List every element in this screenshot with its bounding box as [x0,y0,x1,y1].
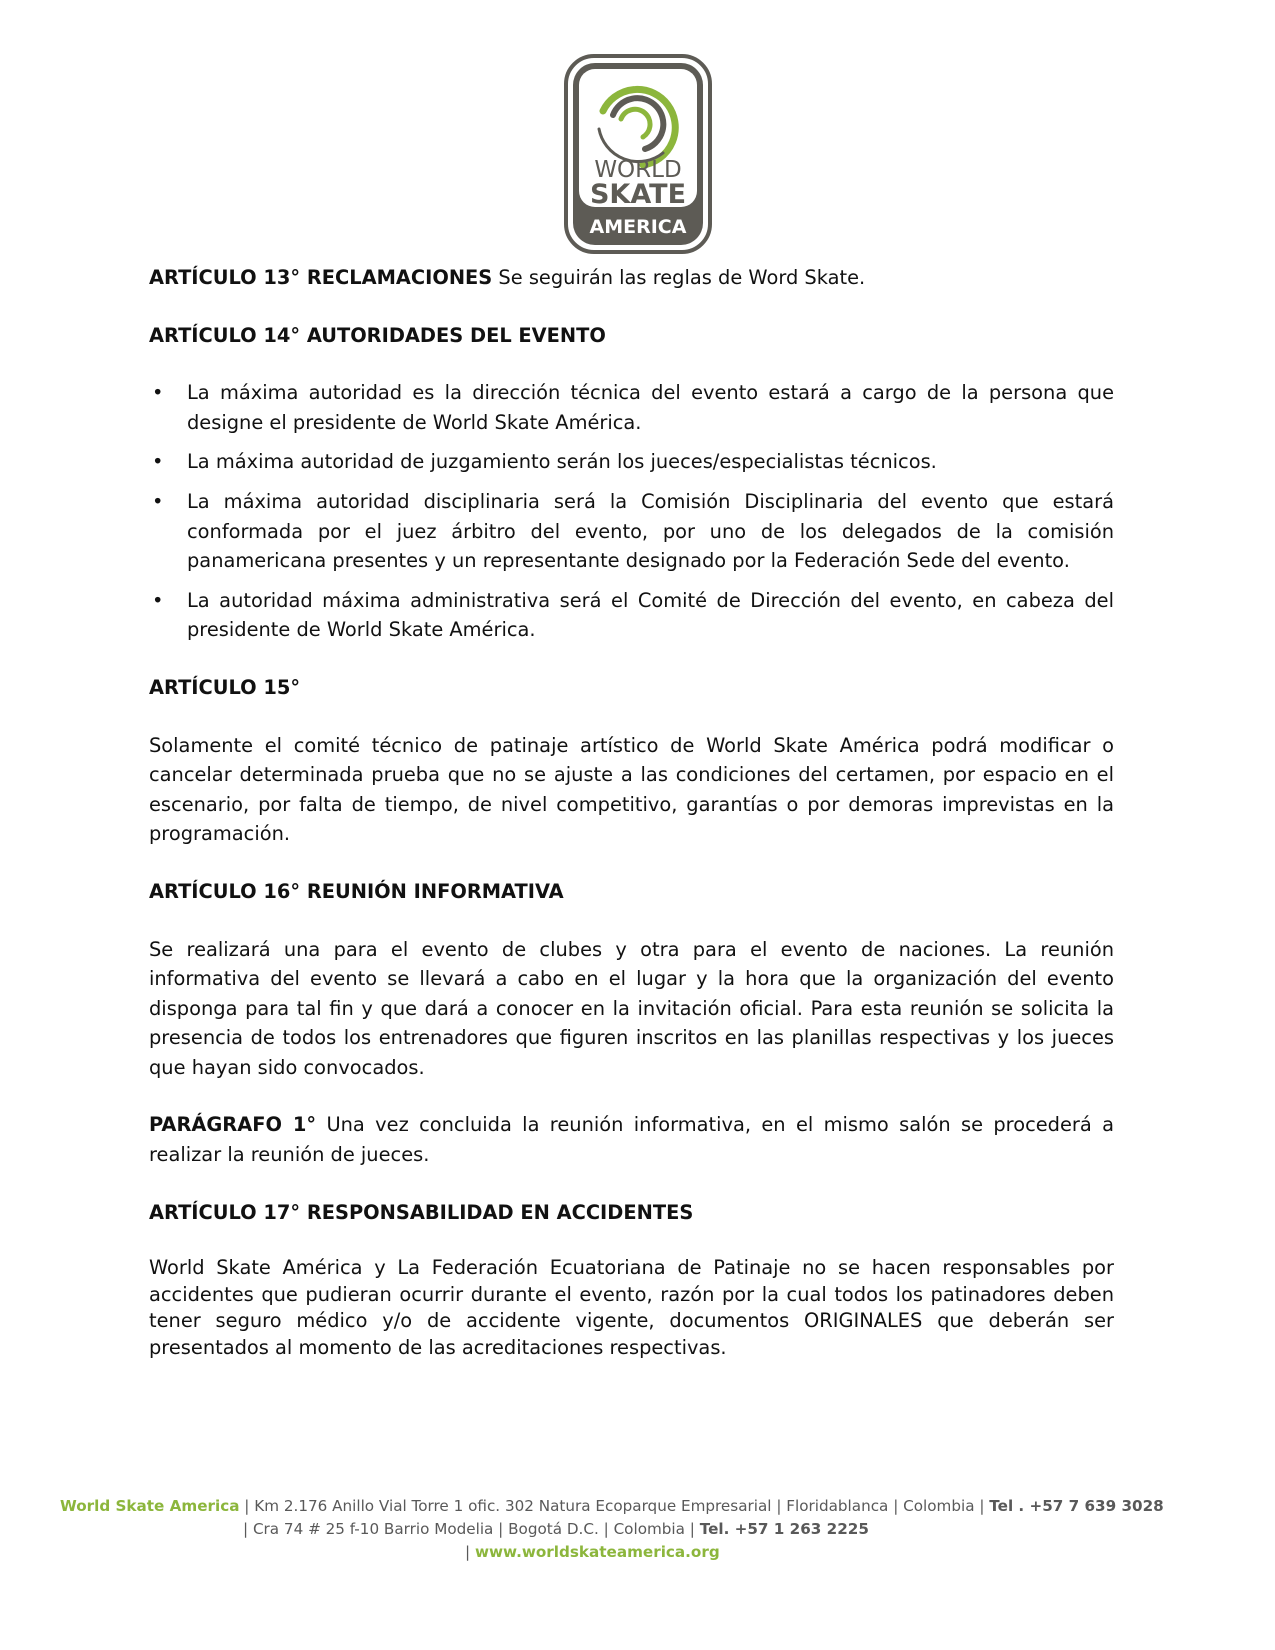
svg-text:WORLD: WORLD [594,157,682,183]
article-16-text: Se realizará una para el evento de clubes y otra para el evento de naciones. La reunión informativa del evento se llevará a cabo en el lugar y la hora que la organización del evento disponga para tal fin y que dará a conocer en la invitación oficial. Para esta reunión se solicita la presencia de todos los entrenadores que figuren inscritos en las planillas respectivas y los jueces que hayan sido convocados. [149,937,1114,1079]
world-skate-america-logo [563,53,713,255]
article-14-list [149,378,1114,645]
paragraph-1-text: Una vez concluida la reunión informativa, en el mismo salón se procederá a realizar la reunión de jueces. [149,1113,1114,1167]
article-14-heading: ARTÍCULO 14° AUTORIDADES DEL EVENTO [149,323,606,347]
footer-phone-1: Tel . +57 7 639 3028 [989,1497,1164,1515]
article-13-text: Se seguirán las reglas de Word Skate. [492,266,866,289]
footer-line-2 [243,1518,869,1542]
document-body [149,263,1114,1361]
article-15-text: Solamente el comité técnico de patinaje artístico de World Skate América podrá modificar o cancelar determinada prueba que no se ajuste a las condiciones del certamen, por espacio en el escenario, por falta de tiempo, de nivel competitivo, garantías o por demoras imprevistas en la programación. [149,733,1114,846]
paragraph-1-heading: PARÁGRAFO 1° [149,1113,317,1137]
footer-line-3 [465,1541,720,1565]
article-13-heading: ARTÍCULO 13° RECLAMACIONES [149,266,493,289]
footer-separator: | [465,1543,475,1561]
bullet-icon: • [152,489,164,513]
logo-graphic [563,53,713,255]
bullet-icon: • [152,381,164,405]
footer-address-2: | Cra 74 # 25 f-10 Barrio Modelia | Bogotá D.C. | Colombia | [243,1520,700,1538]
paragraph-1 [149,1110,1114,1169]
list-item: • La autoridad máxima administrativa será el Comité de Dirección del evento, en cabeza del presidente de World Skate América. [149,586,1114,645]
list-item: • La máxima autoridad es la dirección técnica del evento estará a cargo de la persona que designe el presidente de World Skate América. [149,378,1114,437]
footer-org-name: World Skate America [60,1497,240,1515]
svg-text:AMERICA: AMERICA [589,216,687,238]
footer-website-link[interactable]: www.worldskateamerica.org [474,1543,720,1561]
article-15-heading: ARTÍCULO 15° [149,675,301,699]
footer-phone-2: Tel. +57 1 263 2225 [699,1520,869,1538]
list-item: • La máxima autoridad de juzgamiento serán los jueces/especialistas técnicos. [149,447,1114,477]
footer-address-1: | Km 2.176 Anillo Vial Torre 1 ofic. 302 Natura Ecoparque Empresarial | Floridablanca | Colombia | [239,1497,990,1515]
article-17-heading: ARTÍCULO 17° RESPONSABILIDAD EN ACCIDENTES [149,1200,694,1224]
bullet-icon: • [152,588,164,612]
footer-line-1 [60,1495,1164,1519]
svg-text:SKATE: SKATE [589,179,687,210]
list-item: • La máxima autoridad disciplinaria será la Comisión Disciplinaria del evento que estará conformada por el juez árbitro del evento, por uno de los delegados de la comisión panamericana presentes y un representante designado por la Federación Sede del evento. [149,487,1114,576]
bullet-icon: • [152,450,164,474]
article-13 [149,263,1114,293]
article-17-text: World Skate América y La Federación Ecuatoriana de Patinaje no se hacen responsables por accidentes que pudieran ocurrir durante el evento, razón por la cual todos los patinadores deben tener seguro médico y/o de accidente vigente, documentos ORIGINALES que deberán ser presentados al momento de las acreditaciones respectivas. [149,1256,1114,1359]
article-16-heading: ARTÍCULO 16° REUNIÓN INFORMATIVA [149,879,564,903]
